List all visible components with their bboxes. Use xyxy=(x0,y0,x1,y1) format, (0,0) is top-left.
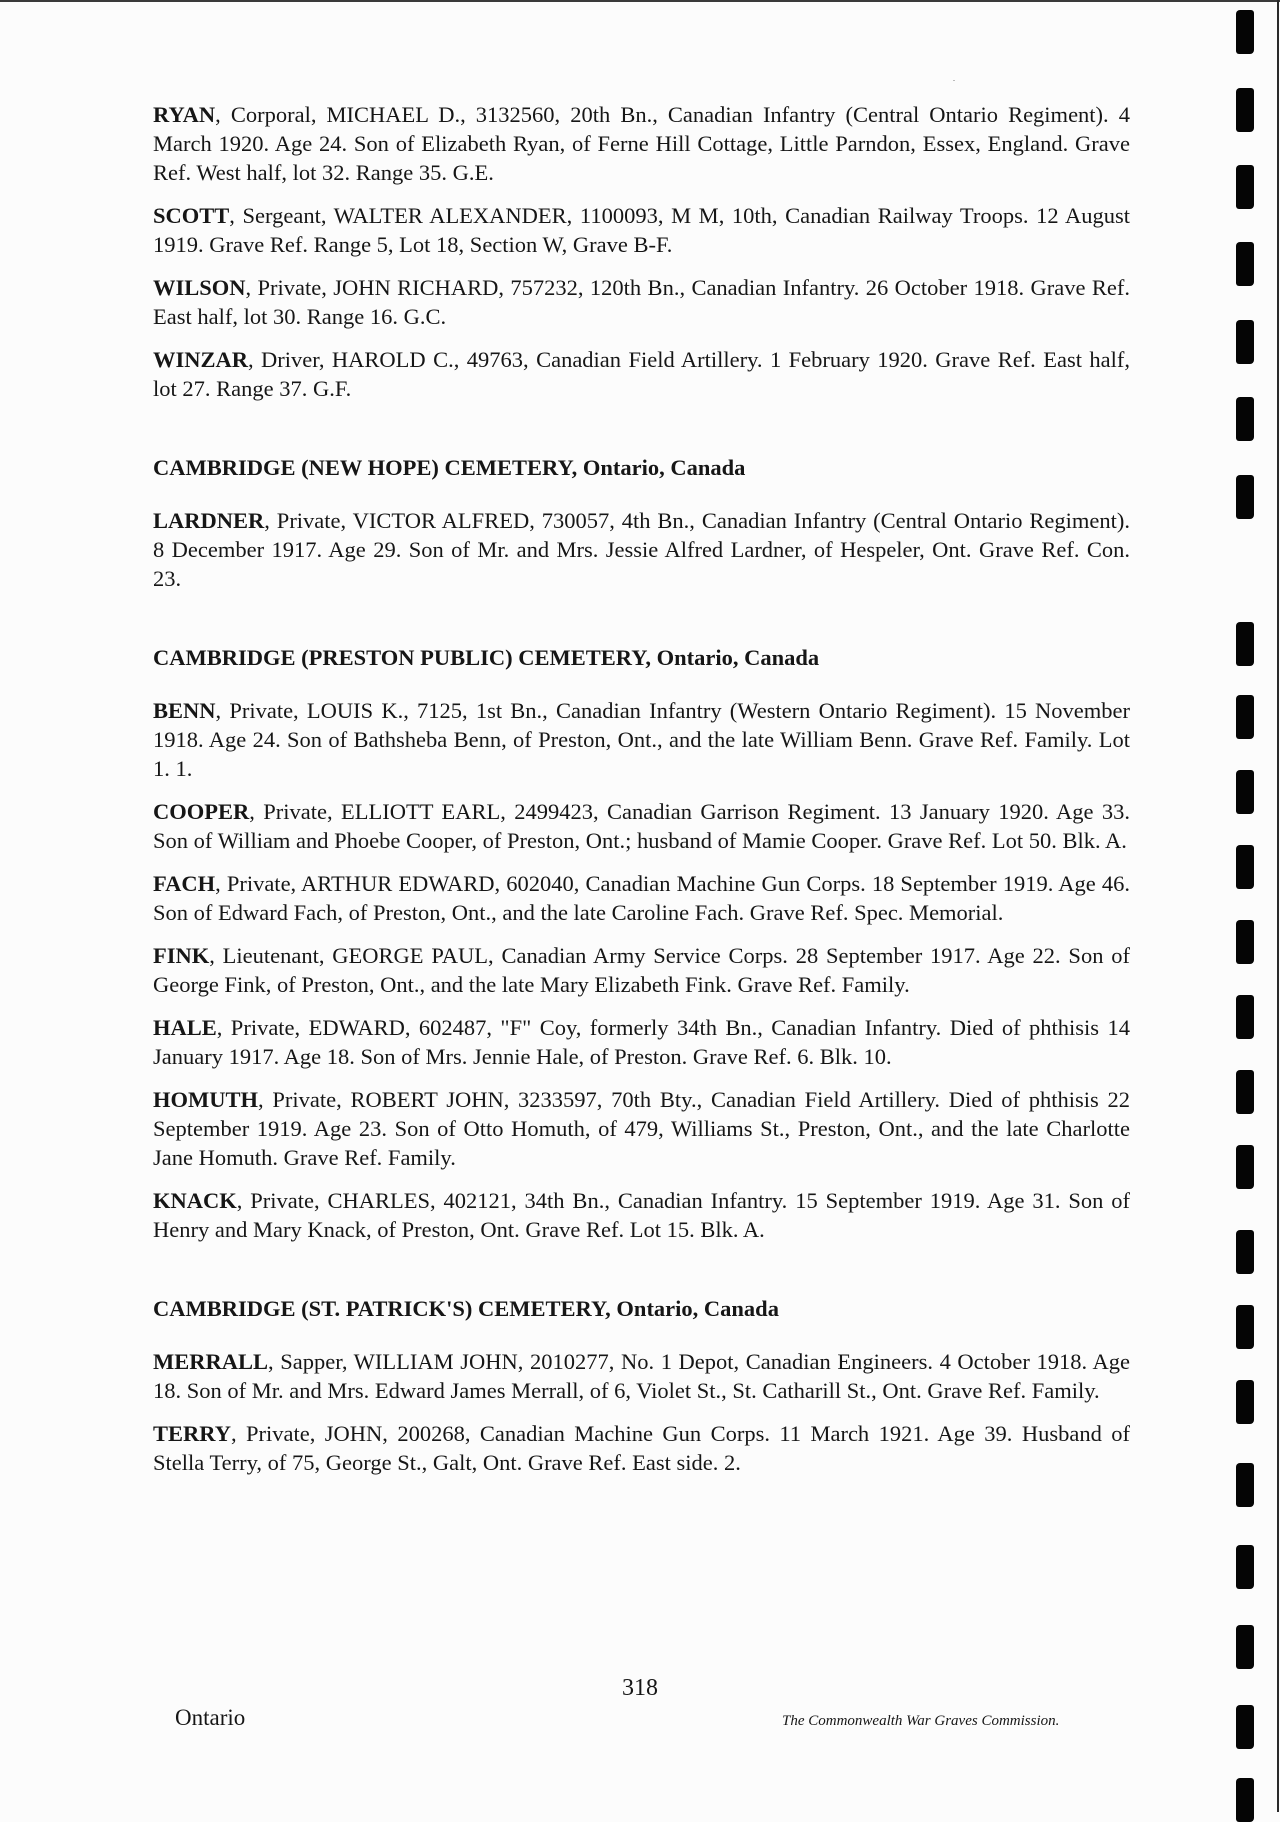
entry-details: , Private, ARTHUR EDWARD, 602040, Canadian Machine Gun Corps. 18 September 1919. Age 46. Son of Edward Fach, of Preston, Ont., and the late Caroline Fach. Grave Ref. Spec. Memorial. xyxy=(153,871,1130,925)
binding-hole-mark xyxy=(1236,165,1254,209)
entry-details: , Sergeant, WALTER ALEXANDER, 1100093, M M, 10th, Canadian Railway Troops. 12 August 1919. Grave Ref. Range 5, Lot 18, Section W, Grave B-F. xyxy=(153,203,1130,257)
entry-surname: FINK xyxy=(153,943,210,968)
binding-hole-mark xyxy=(1236,88,1254,132)
binding-hole-mark xyxy=(1236,995,1254,1039)
binding-hole-mark xyxy=(1236,1380,1254,1424)
entry-surname: COOPER xyxy=(153,799,250,824)
entry-details: , Private, LOUIS K., 7125, 1st Bn., Canadian Infantry (Western Ontario Regiment). 15 November 1918. Age 24. Son of Bathsheba Benn, of Preston, Ont., and the late William Benn. Grave Ref. Family. Lot 1. 1. xyxy=(153,698,1130,781)
entry-surname: FACH xyxy=(153,871,216,896)
entry-surname: HALE xyxy=(153,1015,217,1040)
entry-surname: SCOTT xyxy=(153,203,230,228)
page-edge-right xyxy=(1277,0,1279,1812)
binding-hole-mark xyxy=(1236,10,1254,54)
entry-surname: WILSON xyxy=(153,275,246,300)
entry-cooper xyxy=(153,797,1130,855)
entry-fach xyxy=(153,869,1130,927)
entry-knack xyxy=(153,1186,1130,1244)
section-heading-st-patricks: CAMBRIDGE (ST. PATRICK'S) CEMETERY, Ontario, Canada xyxy=(153,1296,779,1321)
entry-details: , Driver, HAROLD C., 49763, Canadian Field Artillery. 1 February 1920. Grave Ref. East half, lot 27. Range 37. G.F. xyxy=(153,347,1130,401)
entry-ryan xyxy=(153,100,1130,187)
entry-surname: BENN xyxy=(153,698,216,723)
entry-details: , Private, ROBERT JOHN, 3233597, 70th Bty., Canadian Field Artillery. Died of phthisis 22 September 1919. Age 23. Son of Otto Homuth, of 479, Williams St., Preston, Ont., and the late Charlotte Jane Homuth. Grave Ref. Family. xyxy=(153,1087,1130,1170)
scan-speck xyxy=(953,80,955,81)
entry-surname: KNACK xyxy=(153,1188,237,1213)
entry-details: , Private, VICTOR ALFRED, 730057, 4th Bn., Canadian Infantry (Central Ontario Regiment). 8 December 1917. Age 29. Son of Mr. and Mrs. Jessie Alfred Lardner, of Hespeler, Ont. Grave Ref. Con. 23. xyxy=(153,508,1130,591)
binding-hole-mark xyxy=(1236,1230,1254,1274)
binding-hole-mark xyxy=(1236,242,1254,286)
binding-hole-mark xyxy=(1236,397,1254,441)
entry-benn xyxy=(153,696,1130,783)
entry-details: , Corporal, MICHAEL D., 3132560, 20th Bn., Canadian Infantry (Central Ontario Regiment). 4 March 1920. Age 24. Son of Elizabeth Ryan, of Ferne Hill Cottage, Little Parndon, Essex, England. Grave Ref. West half, lot 32. Range 35. G.E. xyxy=(153,102,1130,185)
binding-hole-mark xyxy=(1236,770,1254,814)
entry-fink xyxy=(153,941,1130,999)
entry-hale xyxy=(153,1013,1130,1071)
entry-details: , Private, CHARLES, 402121, 34th Bn., Canadian Infantry. 15 September 1919. Age 31. Son of Henry and Mary Knack, of Preston, Ont. Grave Ref. Lot 15. Blk. A. xyxy=(153,1188,1130,1242)
page-edge-top xyxy=(0,0,1280,2)
document-body xyxy=(153,100,1130,1491)
entry-surname: TERRY xyxy=(153,1421,231,1446)
entry-details: , Private, EDWARD, 602487, "F" Coy, formerly 34th Bn., Canadian Infantry. Died of phthisis 14 January 1917. Age 18. Son of Mrs. Jennie Hale, of Preston. Grave Ref. 6. Blk. 10. xyxy=(153,1015,1130,1069)
footer-publisher: The Commonwealth War Graves Commission. xyxy=(782,1713,1060,1729)
entry-surname: MERRALL xyxy=(153,1349,269,1374)
binding-hole-mark xyxy=(1236,695,1254,739)
binding-hole-mark xyxy=(1236,1305,1254,1349)
entry-scott xyxy=(153,201,1130,259)
entry-details: , Lieutenant, GEORGE PAUL, Canadian Army Service Corps. 28 September 1917. Age 22. Son of George Fink, of Preston, Ont., and the late Mary Elizabeth Fink. Grave Ref. Family. xyxy=(153,943,1130,997)
entry-winzar xyxy=(153,345,1130,403)
page-number: 318 xyxy=(622,1675,658,1701)
entry-wilson xyxy=(153,273,1130,331)
binding-hole-mark xyxy=(1236,622,1254,666)
binding-hole-mark xyxy=(1236,1463,1254,1507)
binding-hole-mark xyxy=(1236,1145,1254,1189)
entry-surname: HOMUTH xyxy=(153,1087,258,1112)
entry-lardner xyxy=(153,506,1130,593)
entry-details: , Private, JOHN, 200268, Canadian Machine Gun Corps. 11 March 1921. Age 39. Husband of Stella Terry, of 75, George St., Galt, Ont. Grave Ref. East side. 2. xyxy=(153,1421,1130,1475)
binding-hole-mark xyxy=(1236,1705,1254,1749)
binding-hole-mark xyxy=(1236,1625,1254,1669)
binding-hole-mark xyxy=(1236,845,1254,889)
entry-surname: LARDNER xyxy=(153,508,265,533)
binding-hole-mark xyxy=(1236,1545,1254,1589)
footer-region: Ontario xyxy=(175,1705,246,1730)
entry-details: , Private, ELLIOTT EARL, 2499423, Canadian Garrison Regiment. 13 January 1920. Age 33. Son of William and Phoebe Cooper, of Preston, Ont.; husband of Mamie Cooper. Grave Ref. Lot 50. Blk. A. xyxy=(153,799,1130,853)
entry-surname: RYAN xyxy=(153,102,216,127)
entry-merrall xyxy=(153,1347,1130,1405)
binding-hole-mark xyxy=(1236,475,1254,519)
binding-hole-mark xyxy=(1236,1778,1254,1822)
binding-hole-mark xyxy=(1236,1070,1254,1114)
entry-details: , Sapper, WILLIAM JOHN, 2010277, No. 1 Depot, Canadian Engineers. 4 October 1918. Age 18. Son of Mr. and Mrs. Edward James Merrall, of 6, Violet St., St. Catharill St., Ont. Grave Ref. Family. xyxy=(153,1349,1130,1403)
binding-hole-mark xyxy=(1236,920,1254,964)
entry-details: , Private, JOHN RICHARD, 757232, 120th Bn., Canadian Infantry. 26 October 1918. Grave Ref. East half, lot 30. Range 16. G.C. xyxy=(153,275,1130,329)
binding-hole-mark xyxy=(1236,320,1254,364)
section-heading-preston-public: CAMBRIDGE (PRESTON PUBLIC) CEMETERY, Ontario, Canada xyxy=(153,645,820,670)
section-heading-new-hope: CAMBRIDGE (NEW HOPE) CEMETERY, Ontario, Canada xyxy=(153,455,746,480)
entry-homuth xyxy=(153,1085,1130,1172)
entry-terry xyxy=(153,1419,1130,1477)
entry-surname: WINZAR xyxy=(153,347,249,372)
